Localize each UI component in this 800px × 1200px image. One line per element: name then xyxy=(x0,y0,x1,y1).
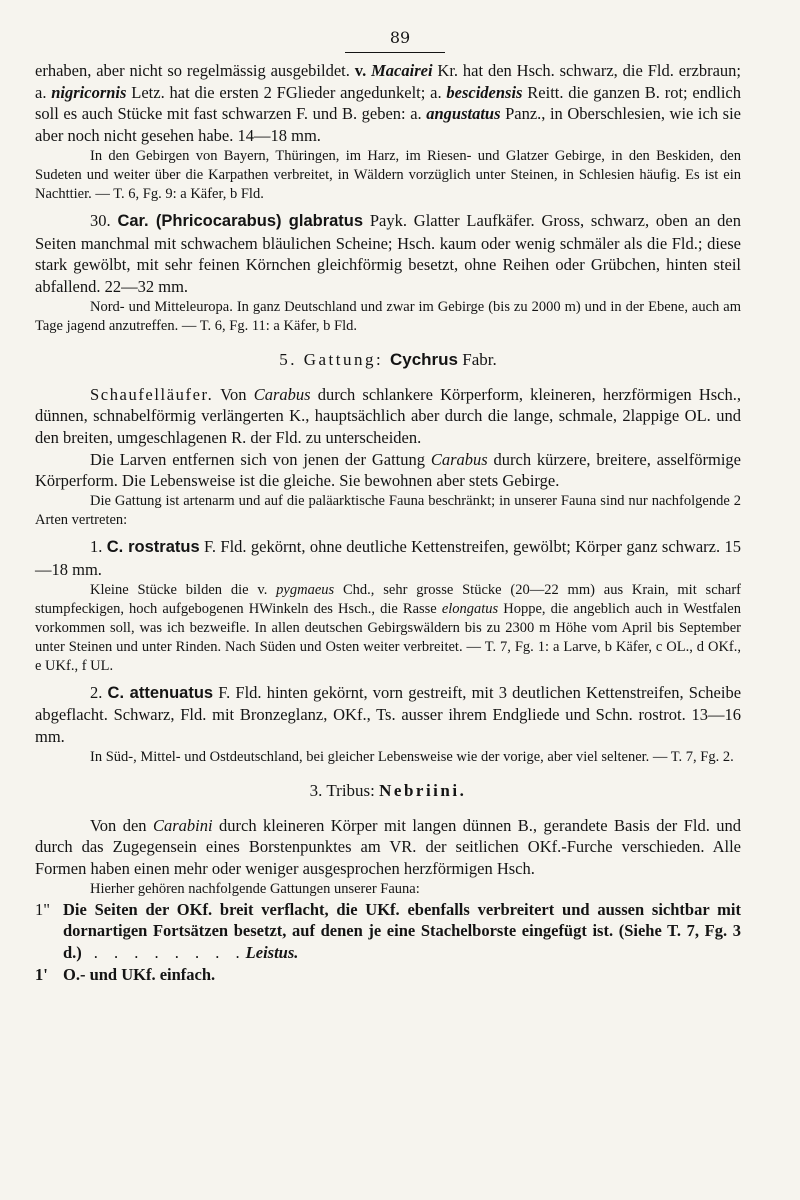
page-number: 89 xyxy=(389,28,411,47)
species-entry-1: 1. C. rostratus F. Fld. gekörnt, ohne deutliche Kettenstreifen, gewölbt; Körper ganz schwarz. 15—18 mm. xyxy=(35,537,741,579)
key-text: Die Seiten der OKf. breit verflacht, die UKf. ebenfalls verbreitert und aussen sichtbar mit dornartigen Fortsätzen besetzt, auf denen je eine Stachelborste eingefügt ist. (Siehe T. 7, Fg. 3 d.) xyxy=(63,899,741,963)
species-name: C. rostratus xyxy=(106,538,200,557)
variety-note: Kleine Stücke bilden die v. pygmaeus Chd., sehr grosse Stücke (20—22 mm) aus Krain, mit scharf stumpfeckigen, hoch aufgebogenen HWinkeln des Hsch., die Rasse elongatus Hoppe, die angeblich auch in Westfalen vorkommen soll, was ich bezweifle. In allen deutschen Gebirgswäldern bis zu 2300 m Höhe vom April bis September unter Steinen und unter Rinden. Nach Süden und Osten weiter verbreitet. — T. 7, Fg. 1: a Larve, b Käfer, c OL., d OKf., e UKf., f UL. xyxy=(35,581,741,674)
page-number-rule xyxy=(345,52,445,53)
species-name: Car. (Phricocarabus) glabratus xyxy=(117,211,364,230)
key-entry-1b xyxy=(35,964,741,986)
key-genus: Leistus. xyxy=(245,943,299,963)
species-name: C. attenuatus xyxy=(107,683,214,702)
key-number: 1' xyxy=(35,964,48,984)
paragraph-continuation: erhaben, aber nicht so regelmässig ausgebildet. v. Macairei Kr. hat den Hsch. schwarz, die Fld. erzbraun; a. nigricornis Letz. hat die ersten 2 FGlieder angedunkelt; a. bescidensis Reitt. die ganzen B. rot; endlich soll es auch Stücke mit fast schwarzen F. und B. geben: a. angustatus Panz., in Oberschlesien, wie ich sie aber noch nicht gesehen habe. 14—18 mm. xyxy=(35,61,742,146)
key-number: 1" xyxy=(35,899,50,919)
genus-heading: 5. Gattung: Cychrus Fabr. xyxy=(279,349,497,369)
page-content xyxy=(35,60,741,986)
spacer xyxy=(35,801,741,815)
spacer xyxy=(35,370,741,384)
key-intro: Hierher gehören nachfolgende Gattungen unserer Fauna: xyxy=(90,880,420,897)
key-leader-dots: . . . . . . . . xyxy=(93,943,246,963)
tribe-heading: 3. Tribus: Nebriini. xyxy=(309,780,467,800)
distribution-note-1: In den Gebirgen von Bayern, Thüringen, im Harz, im Riesen- und Glatzer Gebirge, in den Beskiden, den Sudeten und weiter über die Karpathen verbreitet, in Wäldern vorzüglich unter Steinen, in Schlesien häufig. Es ist ein Nachttier. — T. 6, Fg. 9: a Käfer, b Fld. xyxy=(35,147,741,202)
species-entry-30: 30. Car. (Phricocarabus) glabratus Payk. Glatter Laufkäfer. Gross, schwarz, oben an den Seiten manchmal mit schwachem bläulichen Scheine; Hsch. kaum oder wenig schmäler als die Fld.; diese stark gewölbt, mit sehr feinen Körnchen gleichförmig besetzt, ohne Reihen oder Grübchen, hinten steil abfallend. 22—32 mm. xyxy=(35,210,741,296)
key-entry-1a xyxy=(35,899,741,964)
spacer xyxy=(35,767,741,781)
key-text: O.- und UKf. einfach. xyxy=(63,964,216,984)
genus-description: Schaufelläufer. Von Carabus durch schlankere Körperform, kleineren, herzförmigen Hsch., dünnen, schnabelförmig verlängerten K., hauptsächlich aber durch die lange, schmale, 2lappige OL. und den breiten, umgeschlagenen R. der Fld. zu unterscheiden. xyxy=(35,384,741,448)
distribution-note-2: Nord- und Mitteleuropa. In ganz Deutschland und zwar im Gebirge (bis zu 2000 m) und in der Ebene, auch am Tage jagend anzutreffen. — T. 6, Fg. 11: a Käfer, b Fld. xyxy=(35,298,741,334)
larva-description: Die Larven entfernen sich von jenen der Gattung Carabus durch kürzere, breitere, asselförmige Körperform. Die Lebensweise ist die gleiche. Sie bewohnen aber stets Gebirge. xyxy=(35,449,741,491)
species-entry-2: 2. C. attenuatus F. Fld. hinten gekörnt, vorn gestreift, mit 3 deutlichen Kettenstreifen, Scheibe abgeflacht. Schwarz, Fld. mit Bronzeglanz, OKf., Ts. ausser ihrem Endgliede und Schn. rostrot. 13—16 mm. xyxy=(35,682,742,746)
genus-fauna-note: Die Gattung ist artenarm und auf die paläarktische Fauna beschränkt; in unserer Fauna sind nur nachfolgende 2 Arten vertreten: xyxy=(35,493,741,529)
tribe-description: Von den Carabini durch kleineren Körper mit langen dünnen B., gerandete Basis der Fld. und durch das Zugegensein eines Borstenpunktes am VR. der seitlichen OKf.-Furche verschieden. Alle Formen haben einen mehr oder weniger ausgesprochen herzförmigen Hsch. xyxy=(35,815,741,879)
distribution-note-3: In Süd-, Mittel- und Ostdeutschland, bei gleicher Lebensweise wie der vorige, aber viel seltener. — T. 7, Fg. 2. xyxy=(90,748,734,765)
spacer xyxy=(35,336,741,350)
